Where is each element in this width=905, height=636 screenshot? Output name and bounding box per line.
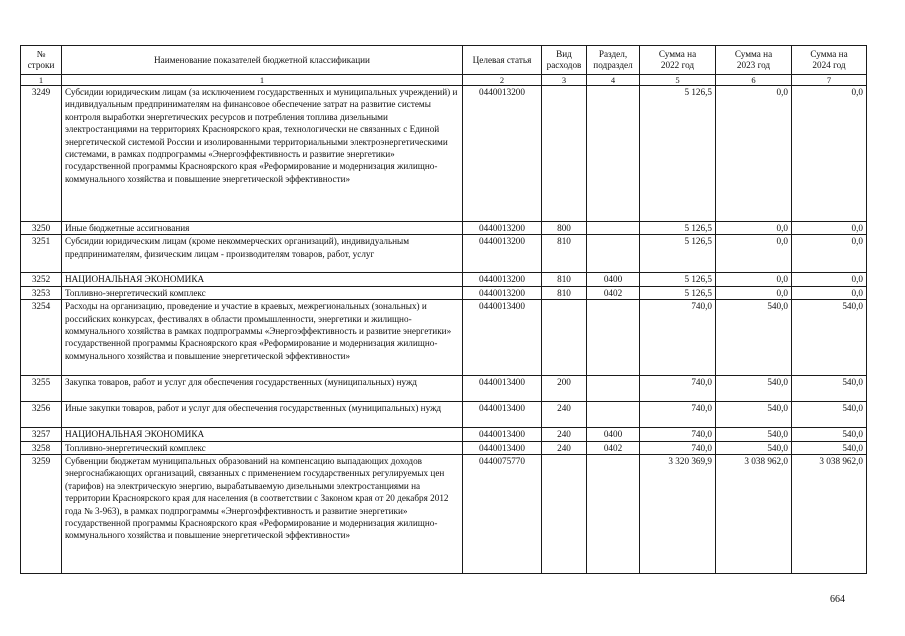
target-article: 0440013400 — [463, 441, 542, 454]
row-number: 3254 — [21, 300, 62, 376]
table-row — [21, 235, 867, 273]
row-number: 3253 — [21, 286, 62, 299]
section-code: 0402 — [587, 286, 640, 299]
sum-2023: 0,0 — [716, 235, 792, 273]
sum-2023: 0,0 — [716, 86, 792, 222]
column-number: 1 — [62, 75, 463, 86]
sum-2022: 740,0 — [640, 376, 716, 402]
row-name: Иные бюджетные ассигнования — [62, 222, 463, 235]
section-code — [587, 235, 640, 273]
table-row — [21, 222, 867, 235]
target-article: 0440013400 — [463, 300, 542, 376]
row-name: НАЦИОНАЛЬНАЯ ЭКОНОМИКА — [62, 428, 463, 441]
header-sum-2022: Сумма на 2022 год — [640, 46, 716, 75]
section-code — [587, 455, 640, 574]
sum-2023: 0,0 — [716, 286, 792, 299]
section-code — [587, 300, 640, 376]
section-code — [587, 402, 640, 428]
target-article: 0440013200 — [463, 235, 542, 273]
expense-type: 810 — [542, 273, 587, 286]
row-number: 3258 — [21, 441, 62, 454]
sum-2022: 740,0 — [640, 441, 716, 454]
header-sum-2023: Сумма на 2023 год — [716, 46, 792, 75]
row-name: Субсидии юридическим лицам (за исключением государственных и муниципальных учреждений) и индивидуальным предпринимателям на финансовое обеспечение затрат на развитие системы контроля выработки энергетических ресурсов и потребления топлива дизельными электростанциями на территориях Красноярского края, технологически не связанных с Единой энергетической системой России и изолированными территориальными электроэнергетическими системами, в рамках подпрограммы «Энергоэффективность и развитие энергетики» государственной программы Красноярского края «Реформирование и модернизация жилищно-коммунального хозяйства и повышение энергетической эффективности» — [62, 86, 463, 222]
row-name: Субвенции бюджетам муниципальных образований на компенсацию выпадающих доходов энергоснабжающих организаций, связанных с применением государственных регулируемых цен (тарифов) на электрическую энергию, вырабатываемую дизельными электростанциями на территории Красноярского края для населения (в соответствии с Законом края от 20 декабря 2012 года № 3-963), в рамках подпрограммы «Энергоэффективность и развитие энергетики» государственной программы Красноярского края «Реформирование и модернизация жилищно-коммунального хозяйства и повышение энергетической эффективности» — [62, 455, 463, 574]
target-article: 0440013200 — [463, 86, 542, 222]
sum-2023: 0,0 — [716, 222, 792, 235]
sum-2024: 540,0 — [792, 300, 867, 376]
target-article: 0440013200 — [463, 273, 542, 286]
row-name: Иные закупки товаров, работ и услуг для обеспечения государственных (муниципальных) нужд — [62, 402, 463, 428]
expense-type — [542, 86, 587, 222]
sum-2022: 5 126,5 — [640, 86, 716, 222]
sum-2024: 540,0 — [792, 402, 867, 428]
sum-2023: 540,0 — [716, 376, 792, 402]
expense-type: 810 — [542, 286, 587, 299]
sum-2023: 540,0 — [716, 402, 792, 428]
column-number-row — [21, 75, 867, 86]
row-number: 3252 — [21, 273, 62, 286]
sum-2024: 0,0 — [792, 235, 867, 273]
row-number: 3256 — [21, 402, 62, 428]
table-row — [21, 286, 867, 299]
table-row — [21, 376, 867, 402]
column-number: 3 — [542, 75, 587, 86]
expense-type — [542, 455, 587, 574]
table-row — [21, 402, 867, 428]
sum-2024: 0,0 — [792, 286, 867, 299]
header-name: Наименование показателей бюджетной классификации — [62, 46, 463, 75]
table-row — [21, 455, 867, 574]
header-row — [21, 46, 867, 75]
column-number: 2 — [463, 75, 542, 86]
sum-2022: 740,0 — [640, 300, 716, 376]
row-name: Расходы на организацию, проведение и участие в краевых, межрегиональных (зональных) и российских конкурсах, фестивалях в области промышленности, энергетики и жилищно-коммунального хозяйства в рамках подпрограммы «Энергоэффективность и развитие энергетики» государственной программы Красноярского края «Реформирование и модернизация жилищно-коммунального хозяйства и повышение энергетической эффективности» — [62, 300, 463, 376]
row-number: 3257 — [21, 428, 62, 441]
row-number: 3251 — [21, 235, 62, 273]
column-number: 1 — [21, 75, 62, 86]
table-row — [21, 428, 867, 441]
sum-2022: 740,0 — [640, 428, 716, 441]
row-name: Топливно-энергетический комплекс — [62, 441, 463, 454]
expense-type: 240 — [542, 402, 587, 428]
section-code: 0400 — [587, 428, 640, 441]
table-row — [21, 441, 867, 454]
expense-type — [542, 300, 587, 376]
sum-2024: 0,0 — [792, 86, 867, 222]
sum-2024: 0,0 — [792, 222, 867, 235]
budget-table — [20, 45, 867, 574]
column-number: 5 — [640, 75, 716, 86]
row-name: Топливно-энергетический комплекс — [62, 286, 463, 299]
sum-2024: 540,0 — [792, 441, 867, 454]
row-name: НАЦИОНАЛЬНАЯ ЭКОНОМИКА — [62, 273, 463, 286]
table-row — [21, 300, 867, 376]
table-row — [21, 273, 867, 286]
expense-type: 800 — [542, 222, 587, 235]
expense-type: 810 — [542, 235, 587, 273]
section-code: 0400 — [587, 273, 640, 286]
row-number: 3249 — [21, 86, 62, 222]
section-code: 0402 — [587, 441, 640, 454]
table-row — [21, 86, 867, 222]
column-number: 6 — [716, 75, 792, 86]
page-number: 664 — [830, 594, 845, 605]
expense-type: 240 — [542, 428, 587, 441]
header-target-article: Целевая статья — [463, 46, 542, 75]
sum-2023: 0,0 — [716, 273, 792, 286]
row-number: 3250 — [21, 222, 62, 235]
sum-2022: 740,0 — [640, 402, 716, 428]
target-article: 0440013400 — [463, 402, 542, 428]
sum-2023: 540,0 — [716, 300, 792, 376]
row-name: Субсидии юридическим лицам (кроме некоммерческих организаций), индивидуальным предпринимателям, физическим лицам - производителям товаров, работ, услуг — [62, 235, 463, 273]
section-code — [587, 376, 640, 402]
expense-type: 200 — [542, 376, 587, 402]
target-article: 0440013200 — [463, 222, 542, 235]
sum-2024: 540,0 — [792, 428, 867, 441]
sum-2022: 3 320 369,9 — [640, 455, 716, 574]
target-article: 0440013400 — [463, 428, 542, 441]
row-number: 3255 — [21, 376, 62, 402]
row-number: 3259 — [21, 455, 62, 574]
sum-2022: 5 126,5 — [640, 222, 716, 235]
sum-2024: 3 038 962,0 — [792, 455, 867, 574]
sum-2022: 5 126,5 — [640, 235, 716, 273]
column-number: 4 — [587, 75, 640, 86]
header-expense-type: Вид расходов — [542, 46, 587, 75]
sum-2023: 540,0 — [716, 428, 792, 441]
section-code — [587, 86, 640, 222]
header-sum-2024: Сумма на 2024 год — [792, 46, 867, 75]
row-name: Закупка товаров, работ и услуг для обеспечения государственных (муниципальных) нужд — [62, 376, 463, 402]
target-article: 0440075770 — [463, 455, 542, 574]
sum-2024: 0,0 — [792, 273, 867, 286]
sum-2022: 5 126,5 — [640, 273, 716, 286]
header-row-number: № строки — [21, 46, 62, 75]
sum-2024: 540,0 — [792, 376, 867, 402]
sum-2022: 5 126,5 — [640, 286, 716, 299]
sum-2023: 3 038 962,0 — [716, 455, 792, 574]
header-section: Раздел, подраздел — [587, 46, 640, 75]
column-number: 7 — [792, 75, 867, 86]
target-article: 0440013200 — [463, 286, 542, 299]
target-article: 0440013400 — [463, 376, 542, 402]
section-code — [587, 222, 640, 235]
sum-2023: 540,0 — [716, 441, 792, 454]
expense-type: 240 — [542, 441, 587, 454]
